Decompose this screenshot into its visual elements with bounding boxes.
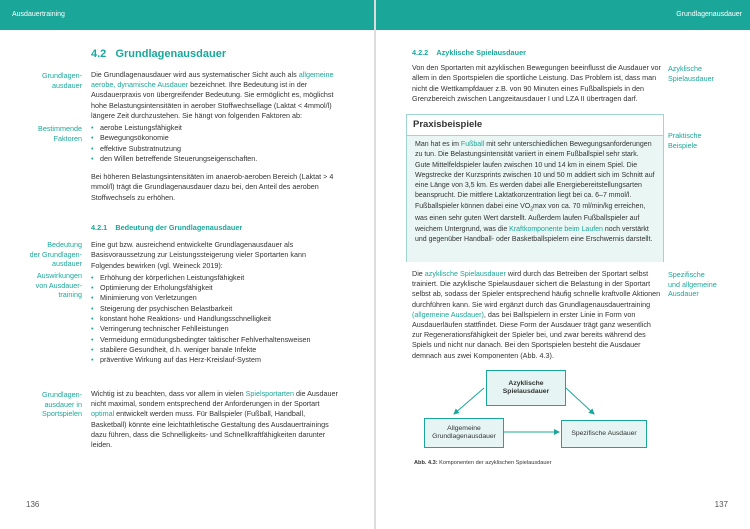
factor-list (91, 123, 339, 164)
list-item: • aerobe Leistungsfähigkeit (91, 123, 339, 133)
subsection-number: 4.2.1 (91, 223, 108, 232)
margin-note-sportspiele: Grundlagen- ausdauer in Sportspielen (42, 390, 82, 418)
list-item: • stabilere Gesundheit, d.h. weniger banale Infekte (91, 345, 339, 355)
list-item: • effektive Substratnutzung (91, 144, 339, 154)
diagram-box-top: Azyklische Spielausdauer (486, 370, 566, 406)
paragraph-intro (91, 70, 339, 121)
margin-note-praktische: Praktische Beispiele (668, 131, 702, 150)
caption-text: Komponenten der azyklischen Spielausdauer (437, 460, 552, 466)
highlight-term: allgemeine aerobe, dynamische Ausdauer (91, 70, 334, 90)
right-page (376, 0, 750, 529)
text-run: , das bei Ballspielern in erster Linie in Form von Ausdauerläufen stattfindet. Diese Form der Ausdauer trägt ganz wesentlich zur Regenerationsfähigkeit der Spieler bei, und zwar bereits während des Spiels und nicht nur danach. Bei den Sportspielen besteht die Ausdauer demnach aus zwei Komponenten (Abb. 4.3). (412, 309, 651, 360)
subsection-title: Azyklische Spielausdauer (436, 48, 526, 57)
list-item: • Bewegungsökonomie (91, 133, 339, 143)
text-run: die Ausdauer nicht maximal, sondern entsprechend der Anforderungen in der Sportart (91, 389, 338, 409)
left-body-top (91, 70, 339, 203)
paragraph-spielsportarten (91, 389, 339, 450)
margin-note-azyklische: Azyklische Spielausdauer (668, 64, 714, 83)
section-number: 4.2 (91, 48, 107, 60)
highlight-term: Spielsportarten (245, 389, 294, 398)
diagram-arrows (376, 0, 750, 529)
text-run: Wichtig ist zu beachten, dass vor allem in vielen (91, 389, 246, 398)
left-body-bottom (91, 389, 339, 450)
left-page (0, 0, 374, 529)
subsection-title: Bedeutung der Grundlagenausdauer (115, 223, 243, 232)
margin-note-grundlagenausdauer: Grundlagen- ausdauer (42, 71, 82, 90)
effects-list (91, 273, 339, 366)
subsection-heading (91, 223, 339, 233)
highlight-term: Fußball (460, 141, 485, 148)
margin-note-auswirkungen: Auswirkungen von Ausdauer- training (35, 271, 82, 299)
margin-note-spezifische: Spezifische und allgemeine Ausdauer (668, 270, 717, 298)
list-item: • Steigerung der psychischen Belastbarkeit (91, 304, 339, 314)
list-item: • präventive Wirkung auf das Herz-Kreislauf-System (91, 355, 339, 365)
text-run: Die (412, 269, 425, 278)
text-run: Die Grundlagenausdauer wird aus systematischer Sicht auch als (91, 70, 299, 79)
right-page-header: Grundlagenausdauer (376, 0, 750, 30)
paragraph-anaerob: Bei höheren Belastungsintensitäten im anaerob-aeroben Bereich (Laktat > 4 mmol/l) trägt die Grundlagenausdauer dazu bei, den Anteil des aeroben Stoffwechsels zu erhöhen. (91, 172, 334, 202)
section-title: Grundlagenausdauer (115, 48, 227, 60)
page-number-left: 136 (26, 500, 40, 509)
highlight-term: Kraftkomponente beim Laufen (509, 225, 603, 233)
margin-note-faktoren: Bestimmende Faktoren (38, 124, 82, 143)
praxis-title: Praxisbeispiele (407, 115, 663, 136)
caption-label: Abb. 4.3: (414, 460, 438, 466)
list-item: • konstant hohe Reaktions- und Handlungsschnelligkeit (91, 314, 339, 324)
list-item: • Vermeidung ermüdungsbedingter taktischer Fehlverhaltensweisen (91, 335, 339, 345)
diagram-box-right: Spezifische Ausdauer (561, 420, 647, 448)
highlight-term: optimal (91, 409, 115, 419)
figure-caption (414, 460, 551, 466)
list-item: • Erhöhung der körperlichen Leistungsfähigkeit (91, 273, 339, 283)
text-run: wird durch das Betreiben der Sportart selbst trainiert. Die azyklische Spielausdauer sichert die Belastung in der Sportart selbst ab, sodass der Spieler entsprechend häufig schnelle kraftvolle Aktionen durchführen kann. Sie wird ergänzt durch das Grundlagenausdauertraining (412, 269, 661, 309)
arrow-to-right (566, 388, 594, 414)
text-run: bezeichnet. Ihre Bedeutung ist in der Ausdauerpraxis von übergreifender Bedeutung. Sie ermöglicht es, möglichst hohe Belastungsintensitäten in aerober Stoffwechsellage (Laktat < 4mmol/l) längere Zeit durchzustehen. Sie hängt von folgenden Faktoren ab: (91, 80, 334, 120)
highlight-term: azyklische Spielausdauer (424, 269, 506, 278)
text-run: noch verstärkt und gegenüber Handball- oder Basketballspielern eine Erschwernis darstellt. (415, 225, 653, 244)
text-run: entwickelt werden muss. Für Ballspieler (Fußball, Handball, Basketball) könnte eine leichtathletische Gestaltung des Ausdauertrainings dazu führen, dass die Schnelligkeits- und Schnellkraftfähigkeiten darunter leiden. (91, 409, 329, 450)
text-run: max von ca. 70 ml/min/kg erreichen, was einen sehr guten Wert darstellt. Außerdem laufen Fußballspieler auf weichem Untergrund, was die (415, 202, 646, 233)
diagram-box-left: Allgemeine Grundlagenausdauer (424, 418, 504, 448)
list-item: • den Willen betreffende Steuerungseigenschaften. (91, 154, 339, 164)
paragraph-azyklisch: Von den Sportarten mit azyklischen Bewegungen beeinflusst die Ausdauer vor allem in den Sportspielen die sportliche Leistung. Das Problem ist, dass man nicht die Wettkampfdauer z.B. von 90 Minuten eines Fußballspiels in den Grenzbereich zwischen Langzeitausdauer I und LZA II übertragen darf. (412, 63, 661, 103)
list-item: • Optimierung der Erholungsfähigkeit (91, 283, 339, 293)
highlight-term: (allgemeine Ausdauer) (412, 309, 484, 319)
left-body-middle (91, 223, 339, 367)
subscript: 2 (530, 206, 533, 213)
section-heading (91, 48, 226, 60)
page-number-right: 137 (714, 500, 728, 509)
arrow-to-left (454, 388, 484, 414)
list-item: • Minimierung von Verletzungen (91, 293, 339, 303)
paragraph-bedeutung: Eine gut bzw. ausreichend entwickelte Grundlagenausdauer als Basisvoraussetzung zur Leistungssteigerung vieler Sportarten kann Folgendes bewirken (vgl. Weineck 2019): (91, 240, 306, 270)
subsection-number: 4.2.2 (412, 48, 429, 57)
text-run: mit sehr unterschiedlichen Bewegungsanforderungen zu tun. Die Belastungsintensität variiert in einem Fußballspiel sehr stark. Gute Mittelfeldspieler laufen zwischen 10 und 14 km in einem Spiel. Die Wegstrecke der Kurzsprints zwischen 10 und 50 m addiert sich im Schnitt auf eine Länge von 3,5 km. Es werden dabei alle Energiebereitstellungsarten beansprucht. Die mittlere Laktatkonzentration liegt bei ca. 6–7 mmol/l. Fußballspieler können dabei eine VO (415, 141, 655, 210)
text-run: Man hat es im (415, 141, 461, 148)
list-item: • Verringerung technischer Fehlleistungen (91, 324, 339, 334)
left-page-header: Ausdauertraining (0, 0, 374, 30)
margin-note-bedeutung: Bedeutung der Grundlagen- ausdauer (29, 240, 82, 268)
